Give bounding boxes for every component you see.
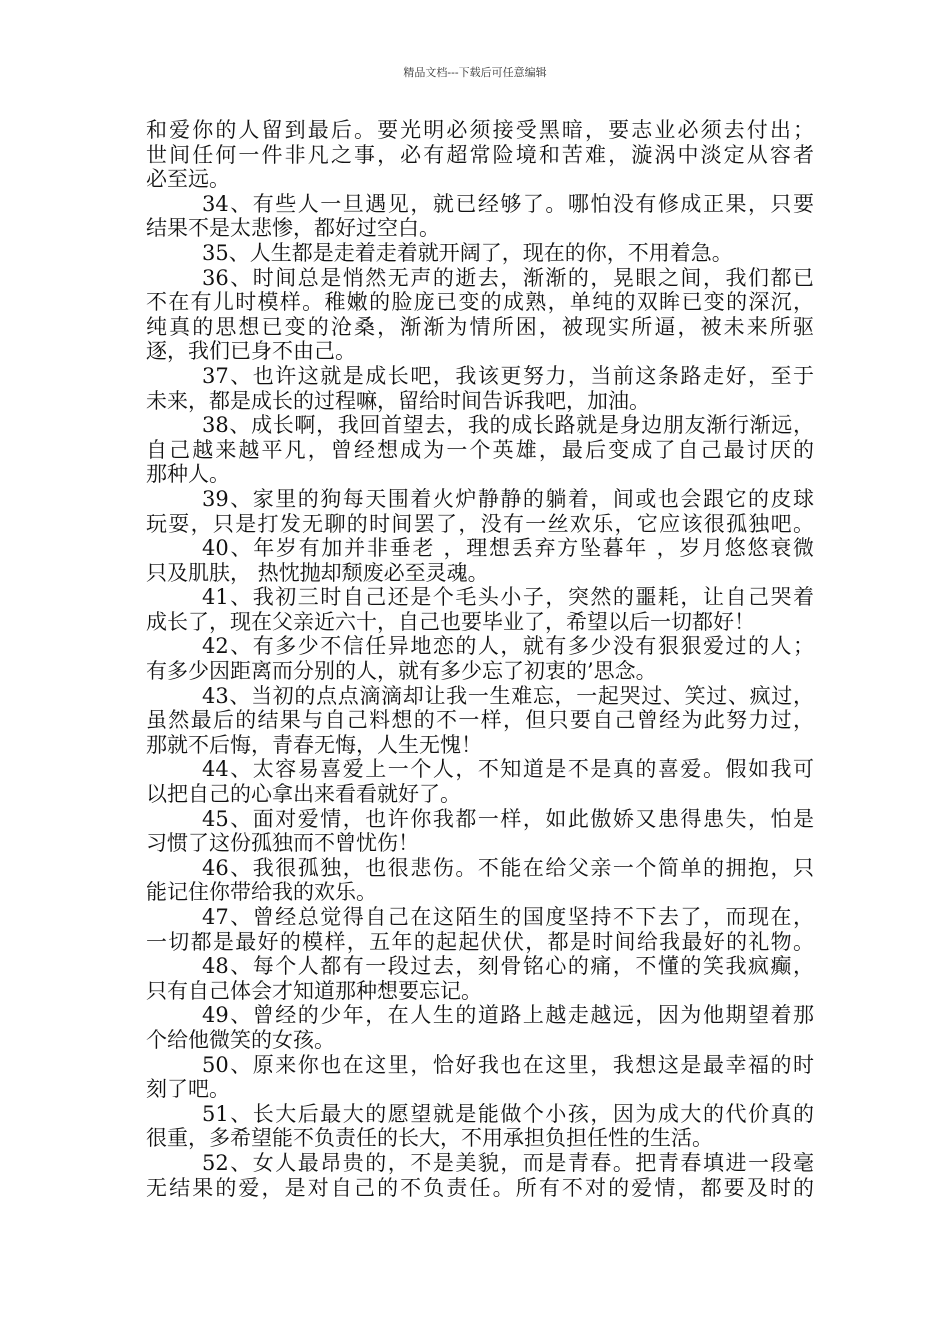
text-line: 47、曾经总觉得自己在这陌生的国度坚持不下去了，而现在， bbox=[202, 905, 814, 929]
text-line: 44、太容易喜爱上一个人，不知道是不是真的喜爱。假如我可 bbox=[202, 757, 814, 782]
text-line: 50、原来你也在这里，恰好我也在这里，我想这是最幸福的时 bbox=[202, 1052, 814, 1077]
text-line: 结果不是太悲惨，都好过空白。 bbox=[146, 216, 440, 241]
text-line: 51、长大后最大的愿望就是能做个小孩，因为成大的代价真的 bbox=[202, 1101, 814, 1126]
text-line: 无结果的爱，是对自己的不负责任。所有不对的爱情，都要及时的 bbox=[146, 1175, 814, 1200]
text-line: 34、有些人一旦遇见，就已经够了。哪怕没有修成正果，只要 bbox=[202, 191, 814, 216]
text-line: 以把自己的心拿出来看看就好了。 bbox=[146, 782, 461, 807]
text-line: 和爱你的人留到最后。要光明必须接受黑暗，要志业必须去付出； bbox=[146, 118, 814, 142]
text-line: 那种人。 bbox=[146, 462, 230, 487]
text-line: 37、也许这就是成长吧，我该更努力，当前这条路走好，至于 bbox=[202, 363, 814, 388]
text-line: 49、曾经的少年，在人生的道路上越走越远，因为他期望着那 bbox=[202, 1003, 814, 1028]
text-line: 刻了吧。 bbox=[146, 1077, 230, 1102]
text-line: 48、每个人都有一段过去，刻骨铭心的痛，不懂的笑我疯癫， bbox=[202, 954, 814, 979]
page-header: 精品文档---下载后可任意编辑 bbox=[403, 66, 547, 79]
text-line: 逐，我们已身不由己。 bbox=[146, 339, 356, 364]
text-line: 必至远。 bbox=[146, 167, 230, 192]
text-line: 成长了，现在父亲近六十，自己也要毕业了，希望以后一切都好！ bbox=[146, 609, 755, 634]
text-line: 虽然最后的结果与自己料想的不一样，但只要自己曾经为此努力过， bbox=[146, 708, 814, 733]
text-line: 46、我很孤独，也很悲伤。不能在给父亲一个简单的拥抱，只 bbox=[202, 855, 814, 880]
text-line: 不在有儿时模样。稚嫩的脸庞已变的成熟，单纯的双眸已变的深沉， bbox=[146, 290, 814, 315]
text-line: 有多少因距离而分别的人，就有多少忘了初衷的’思念。 bbox=[146, 659, 657, 684]
text-line: 36、时间总是悄然无声的逝去，渐渐的，晃眼之间，我们都已 bbox=[202, 265, 814, 290]
text-line: 38、成长啊，我回首望去，我的成长路就是身边朋友渐行渐远， bbox=[202, 413, 814, 438]
text-line: 39、家里的狗每天围着火炉静静的躺着，间或也会跟它的皮球 bbox=[202, 486, 814, 511]
text-line: 世间任何一件非凡之事，必有超常险境和苦难，漩涡中淡定从容者 bbox=[146, 142, 814, 167]
text-line: 43、当初的点点滴滴却让我一生难忘，一起哭过、笑过、疯过， bbox=[202, 683, 814, 708]
text-line: 一切都是最好的模样，五年的起起伏伏，都是时间给我最好的礼物。 bbox=[146, 929, 814, 954]
text-line: 只有自己体会才知道那种想要忘记。 bbox=[146, 978, 482, 1003]
text-line: 个给他微笑的女孩。 bbox=[146, 1027, 335, 1052]
text-line: 40、年岁有加并非垂老 ，理想丢弃方坠暮年 ，岁月悠悠衰微 bbox=[202, 536, 814, 561]
text-line: 41、我初三时自己还是个毛头小子，突然的噩耗，让自己哭着 bbox=[202, 585, 814, 610]
text-line: 35、人生都是走着走着就开阔了，现在的你，不用着急。 bbox=[202, 240, 733, 265]
text-line: 玩耍，只是打发无聊的时间罢了，没有一丝欢乐，它应该很孤独吧。 bbox=[146, 511, 814, 536]
text-line: 纯真的思想已变的沧桑，渐渐为情所困，被现实所逼，被未来所驱 bbox=[146, 314, 814, 339]
text-line: 未来，都是成长的过程嘛，留给时间告诉我吧，加油。 bbox=[146, 388, 650, 413]
text-line: 45、面对爱情，也许你我都一样，如此傲娇又患得患失，怕是 bbox=[202, 806, 814, 831]
document-body bbox=[146, 118, 814, 1200]
text-line: 很重，多希望能不负责任的长大，不用承担负担任性的生活。 bbox=[146, 1126, 713, 1151]
text-line: 那就不后悔，青春无悔，人生无愧！ bbox=[146, 732, 482, 757]
text-line: 习惯了这份孤独而不曾忧伤！ bbox=[146, 831, 419, 856]
text-line: 52、女人最昂贵的，不是美貌，而是青春。把青春填进一段毫 bbox=[202, 1150, 814, 1175]
text-line: 自己越来越平凡，曾经想成为一个英雄，最后变成了自己最讨厌的 bbox=[146, 437, 814, 462]
text-line: 42、有多少不信任异地恋的人，就有多少没有狠狠爱过的人； bbox=[202, 634, 814, 659]
text-line: 能记住你带给我的欢乐。 bbox=[146, 880, 377, 905]
text-line: 只及肌肤， 热忱抛却颓废必至灵魂。 bbox=[146, 560, 489, 585]
